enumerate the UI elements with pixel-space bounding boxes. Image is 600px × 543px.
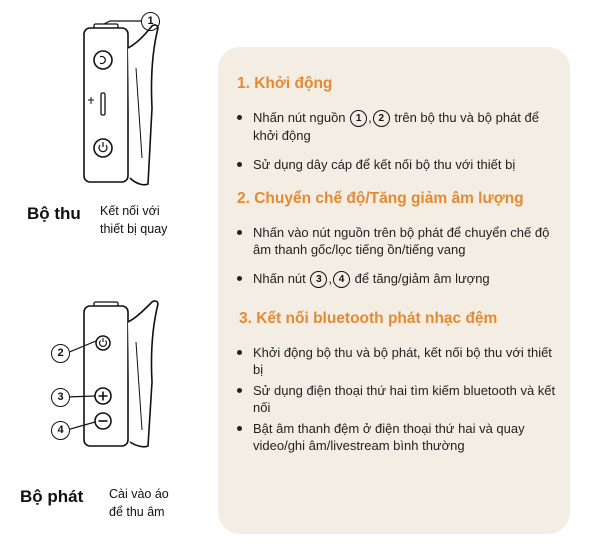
callout-2: 2 [51, 344, 70, 363]
section-1-heading: 1. Khởi động [237, 75, 333, 92]
transmitter-label: Bộ phát [20, 487, 84, 506]
section-2-list [233, 224, 563, 288]
section-3-heading: 3. Kết nối bluetooth phát nhạc đệm [239, 310, 498, 327]
receiver-desc-line2: thiết bị quay [100, 222, 168, 236]
receiver-device-illustration [70, 8, 180, 188]
inline-callout-2: 2 [373, 110, 390, 127]
section-3-list [233, 344, 558, 454]
inline-callout-1: 1 [350, 110, 367, 127]
transmitter-desc-line1: Cài vào áo [109, 487, 169, 501]
transmitter-device-illustration [70, 296, 180, 456]
list-item: Sử dụng dây cáp để kết nối bộ thu với thiết bị [233, 156, 553, 173]
s2-b2-text-a: Nhấn nút [253, 271, 306, 286]
s2-b2-sep: , [328, 271, 333, 286]
receiver-label: Bộ thu [27, 204, 81, 223]
s1-b1-text-a: Nhấn nút nguồn [253, 110, 346, 125]
transmitter-description [109, 485, 169, 521]
inline-callout-4: 4 [333, 271, 350, 288]
list-item: Sử dụng điện thoại thứ hai tìm kiếm bluetooth và kết nối [233, 382, 558, 416]
receiver-desc-line1: Kết nối với [100, 204, 160, 218]
section-1-list [233, 109, 553, 173]
list-item: Bật âm thanh đệm ở điện thoại thứ hai và quay video/ghi âm/livestream bình thường [233, 420, 558, 454]
list-item: Nhấn vào nút nguồn trên bộ phát để chuyển chế độ âm thanh gốc/lọc tiếng ồn/tiếng vang [233, 224, 563, 258]
callout-3: 3 [51, 388, 70, 407]
section-2-heading: 2. Chuyển chế độ/Tăng giảm âm lượng [237, 190, 524, 207]
list-item [233, 270, 563, 288]
list-item: Khởi động bộ thu và bộ phát, kết nối bộ thu với thiết bị [233, 344, 558, 378]
callout-4: 4 [51, 421, 70, 440]
inline-callout-3: 3 [310, 271, 327, 288]
receiver-description [100, 202, 167, 238]
list-item [233, 109, 553, 144]
s1-b1-sep: , [368, 110, 372, 125]
callout-1: 1 [141, 12, 160, 31]
s1-b1-text-b: trên bộ thu và bộ phát để khởi động [253, 110, 539, 144]
transmitter-desc-line2: để thu âm [109, 505, 165, 519]
s2-b2-text-b: để tăng/giảm âm lượng [354, 271, 490, 286]
